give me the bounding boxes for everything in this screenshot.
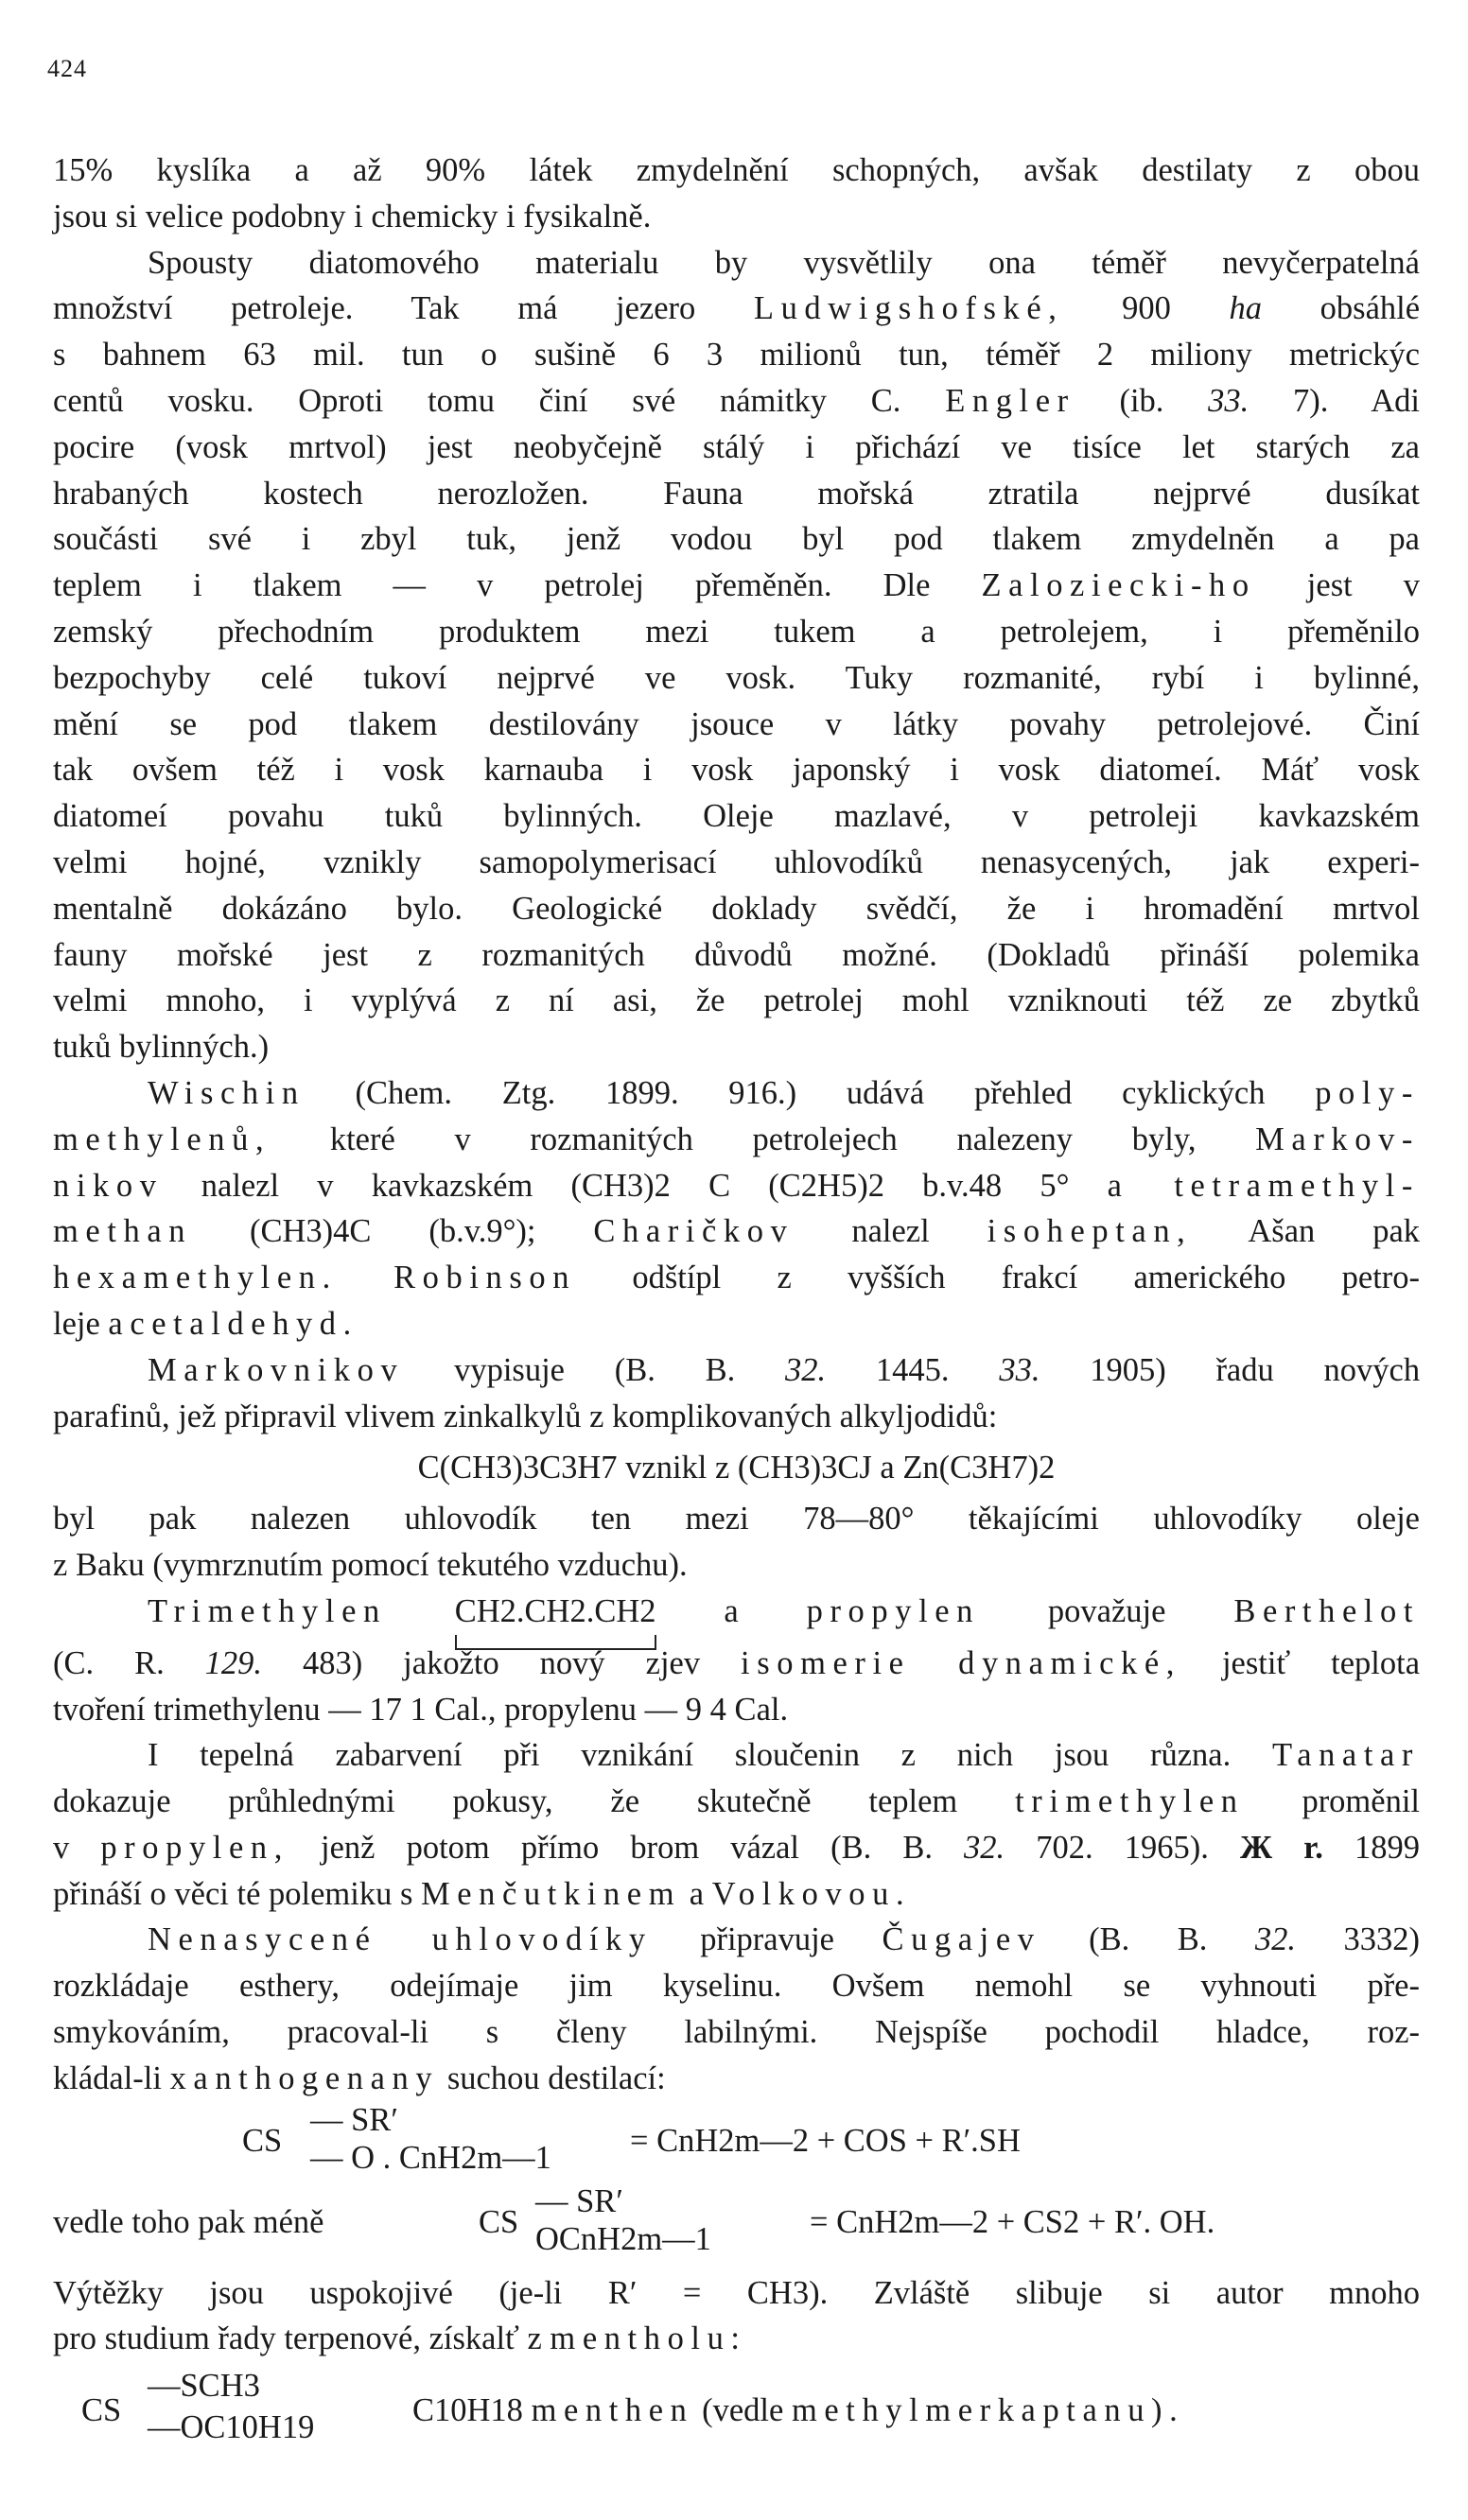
text: v [53, 1829, 70, 1866]
text: leje [53, 1305, 100, 1342]
p7-line-3: smykováním, pracoval-li s členy labilnými. Nejspíše pochodil hladce, roz- [53, 2014, 1420, 2051]
compound-name: isoheptan, [987, 1213, 1193, 1250]
compound-name: poly- [1315, 1074, 1420, 1111]
p2-line-8 [53, 563, 1420, 609]
text: přináší o věci té polemiku s [53, 1875, 413, 1912]
person-name: Volkovou. [711, 1875, 912, 1912]
p1-line-2: jsou si velice podobny i chemicky i fysikalně. [53, 198, 652, 235]
formula-zinc-alkyl: C(CH3)3C3H7 vznikl z (CH3)3CJ a Zn(C3H7)2 [417, 1450, 1056, 1486]
person-name: Tanatar [1271, 1737, 1420, 1774]
person-name: Menčutkinem [421, 1875, 682, 1912]
p2-line-3: s bahnem 63 mil. tun o sušině 6 3 milionů tun, téměř 2 miliony metrickýc [53, 337, 1420, 374]
eq-lhs: CS [81, 2392, 122, 2429]
compound-name: menthen [531, 2392, 694, 2429]
person-name: Berthelot [1233, 1592, 1421, 1629]
p6-line-4 [53, 1871, 1420, 1918]
formula-text: CH2.CH2.CH2 [454, 1592, 656, 1629]
person-name: Čugajev [882, 1921, 1041, 1958]
emphasis: isomerie dynamické, [741, 1644, 1181, 1681]
eq-branch-top: —SCH3 [148, 2368, 260, 2405]
text: teplem i tlakem — v petrolej přeměněn. Dle [53, 567, 931, 604]
p7-line-5: Výtěžky jsou uspokojivé (je-li R′ = CH3). Zvláště slibuje si autor mnoho [53, 2274, 1420, 2311]
text: a [724, 1592, 739, 1629]
compound-name: a tetramethyl- [1107, 1167, 1420, 1204]
eq-rhs: = CnH2m—2 + CS2 + R′. OH. [810, 2203, 1215, 2240]
text: (vedle [702, 2392, 784, 2429]
page-body [53, 148, 1420, 2459]
person-name: Robinson [393, 1260, 577, 1296]
text: považuje [1047, 1592, 1166, 1629]
volume-number: 32. [1254, 1921, 1296, 1958]
p7-line-6 [53, 2316, 1420, 2362]
eq-branch-top: — SR′ [310, 2101, 398, 2138]
text: proměnil [1302, 1783, 1420, 1820]
eq-product [412, 2392, 1184, 2429]
p5-line-3: tvoření trimethylenu — 17 1 Cal., propylenu — 9 4 Cal. [53, 1691, 789, 1728]
person-name: Ludwigshofské, [753, 290, 1064, 327]
text: odštípl z vyšších frakcí amerického petro- [632, 1260, 1421, 1296]
p3-line-1 [53, 1070, 1420, 1117]
p6-line-1 [53, 1732, 1420, 1779]
text: které v rozmanitých petrolejech nalezeny byly, [329, 1121, 1197, 1157]
p5-line-1 [53, 1589, 1420, 1635]
text: centů vosku. Oproti tomu činí své námitky C. [53, 382, 901, 419]
text: kládal-li [53, 2059, 162, 2096]
p2-line-18: tuků bylinných.) [53, 1029, 270, 1066]
volume-number: 32. [964, 1829, 1005, 1866]
emphasis: Nenasycené uhlovodíky [148, 1921, 653, 1958]
eq-branch-top: — SR′ [535, 2182, 623, 2219]
text: obsáhlé [1319, 290, 1421, 327]
text: suchou destilací: [446, 2059, 666, 2096]
p2-line-6: hrabaných kostech nerozložen. Fauna mořská ztratila nejprvé dusíkat [53, 475, 1420, 512]
text: jest v [1306, 567, 1421, 604]
text: nalezl v kavkazském (CH3)2 C (C2H5)2 b.v.48 5° [201, 1167, 1070, 1204]
eq-branch-bottom: — O . CnH2m—1 [310, 2139, 551, 2176]
volume-number: 129. [204, 1644, 263, 1681]
p1-line-1: 15% kyslíka a až 90% látek zmydelnění schopných, avšak destilaty z obou [53, 152, 1420, 188]
p7-line-4 [53, 2056, 1420, 2102]
compound-name: mentholu: [550, 2320, 747, 2357]
text: (C. R. [53, 1644, 165, 1681]
equation-3 [53, 2368, 1420, 2459]
compound-name: methylmerkaptanu). [791, 2392, 1185, 2429]
p3-line-2 [53, 1117, 1420, 1163]
compound-name: methan [53, 1213, 193, 1250]
person-name: nikov [53, 1167, 164, 1204]
page-number: 424 [47, 55, 87, 82]
unit: ha [1229, 290, 1263, 327]
ring-bracket [455, 1635, 656, 1650]
compound-name: methylenů, [53, 1121, 271, 1157]
eq-lhs: CS [479, 2203, 519, 2240]
text: (CH3)4C (b.v.9°); [250, 1213, 536, 1250]
text: připravuje [700, 1921, 834, 1958]
p5-line-2 [53, 1641, 1420, 1687]
p2-line-17: velmi mnoho, i vyplývá z ní asi, že petrolej mohl vzniknouti též ze zbytků [53, 982, 1420, 1019]
eq-prefix: vedle toho pak méně [53, 2203, 324, 2240]
text: (Chem. Ztg. 1899. 916.) udává přehled cyklických [355, 1074, 1266, 1111]
text: 702. 1965). [1036, 1829, 1209, 1866]
text: I tepelná zabarvení při vznikání sloučenin z nich jsou různa. [148, 1737, 1232, 1774]
eq-branch-bottom: —OC10H19 [148, 2409, 315, 2446]
p4-line-2: parafinů, jež připravil vlivem zinkalkylů z komplikovaných alkyljodidů: [53, 1398, 998, 1434]
compound-name: Trimethylen [148, 1592, 387, 1629]
equation-1 [53, 2102, 1420, 2183]
text: 1899 [1354, 1829, 1421, 1866]
p6-line-2 [53, 1779, 1420, 1825]
person-name: Charičkov [593, 1213, 795, 1250]
text: (B. B. [1089, 1921, 1208, 1958]
p2-line-13: diatomeí povahu tuků bylinných. Oleje mazlavé, v petroleji kavkazském [53, 798, 1420, 835]
text: množství petroleje. Tak má jezero [53, 290, 696, 327]
p3-line-5 [53, 1255, 1420, 1301]
p2-line-15: mentalně dokázáno bylo. Geologické doklady svědčí, že i hromadění mrtvol [53, 890, 1420, 927]
p7-line-1 [53, 1917, 1420, 1963]
person-name: Zaloziecki-ho [981, 567, 1256, 604]
person-name: Markov- [1255, 1121, 1421, 1157]
p2-line-10: bezpochyby celé tukoví nejprvé ve vosk. Tuky rozmanité, rybí i bylinné, [53, 659, 1420, 696]
text: nalezl [851, 1213, 930, 1250]
p2-line-12: tak ovšem též i vosk karnauba i vosk japonský i vosk diatomeí. Máť vosk [53, 752, 1420, 789]
text: pro studium řady terpenové, získalť z [53, 2320, 542, 2357]
volume-number: 33. [999, 1351, 1040, 1388]
person-name: Wischin [148, 1074, 306, 1111]
text: jenž potom přímo brom vázal (B. B. [321, 1829, 933, 1866]
trimethylen-ring-formula [455, 1593, 656, 1629]
text: 3332) [1343, 1921, 1420, 1958]
volume-number: 32. [785, 1351, 827, 1388]
text: a [689, 1875, 705, 1912]
product-formula: C10H18 [412, 2392, 523, 2429]
text: 1445. [875, 1351, 950, 1388]
compound-name: acetaldehyd. [108, 1305, 358, 1342]
text: (ib. [1119, 382, 1164, 419]
text: 7). Adi [1293, 382, 1420, 419]
p2-line-7: součásti své i zbyl tuk, jenž vodou byl pod tlakem zmydelněn a pa [53, 521, 1420, 558]
journal-mark: Ж r. [1239, 1829, 1323, 1866]
eq-lhs: CS [242, 2122, 283, 2159]
p7-line-2: rozkládaje esthery, odejímaje jim kyselinu. Ovšem nemohl se vyhnouti pře- [53, 1968, 1420, 2005]
text: vypisuje (B. B. [454, 1351, 736, 1388]
person-name: Markovnikov [148, 1351, 405, 1388]
p2-line-11: mění se pod tlakem destilovány jsouce v látky povahy petrolejové. Činí [53, 705, 1420, 742]
equation-2 [53, 2183, 1420, 2265]
p4-line-4: z Baku (vymrznutím pomocí tekutého vzduchu). [53, 1547, 688, 1584]
text: 1905) řadu nových [1090, 1351, 1421, 1388]
compound-name: hexamethylen. [53, 1260, 338, 1296]
eq-rhs: = CnH2m—2 + COS + R′.SH [630, 2122, 1021, 2159]
p2-line-1: Spousty diatomového materialu by vysvětlily ona téměř nevyčerpatelná [148, 244, 1420, 281]
eq-branch-bottom: OCnH2m—1 [535, 2220, 711, 2257]
p3-line-6 [53, 1301, 1420, 1347]
text: 900 [1122, 290, 1171, 327]
p3-line-3 [53, 1163, 1420, 1209]
text: Ašan pak [1248, 1213, 1421, 1250]
p4-line-1 [53, 1347, 1420, 1394]
compound-name: propylen [806, 1592, 980, 1629]
p2-line-16: fauny mořské jest z rozmanitých důvodů možné. (Dokladů přináší polemika [53, 936, 1420, 973]
p2-line-4 [53, 378, 1420, 425]
compound-name: trimethylen [1015, 1783, 1245, 1820]
p2-line-14: velmi hojné, vznikly samopolymerisací uhlovodíků nenasycených, jak experi- [53, 843, 1420, 880]
p2-line-9: zemský přechodním produktem mezi tukem a petrolejem, i přeměnilo [53, 613, 1420, 650]
person-name: Engler [945, 382, 1075, 419]
text: dokazuje průhlednými pokusy, že skutečně teplem [53, 1783, 958, 1820]
text: 483) jakožto nový zjev [303, 1644, 701, 1681]
compound-name: propylen, [100, 1829, 289, 1866]
p3-line-4 [53, 1208, 1420, 1255]
p6-line-3 [53, 1825, 1420, 1871]
p2-line-5: pocire (vosk mrtvol) jest neobyčejně stálý i přichází ve tisíce let starých za [53, 428, 1420, 465]
compound-name: xanthogenany [169, 2059, 440, 2096]
volume-number: 33. [1208, 382, 1250, 419]
p4-line-3: byl pak nalezen uhlovodík ten mezi 78—80° těkajícími uhlovodíky oleje [53, 1501, 1420, 1538]
p2-line-2 [53, 286, 1420, 332]
text: jestiť teplota [1221, 1644, 1421, 1681]
